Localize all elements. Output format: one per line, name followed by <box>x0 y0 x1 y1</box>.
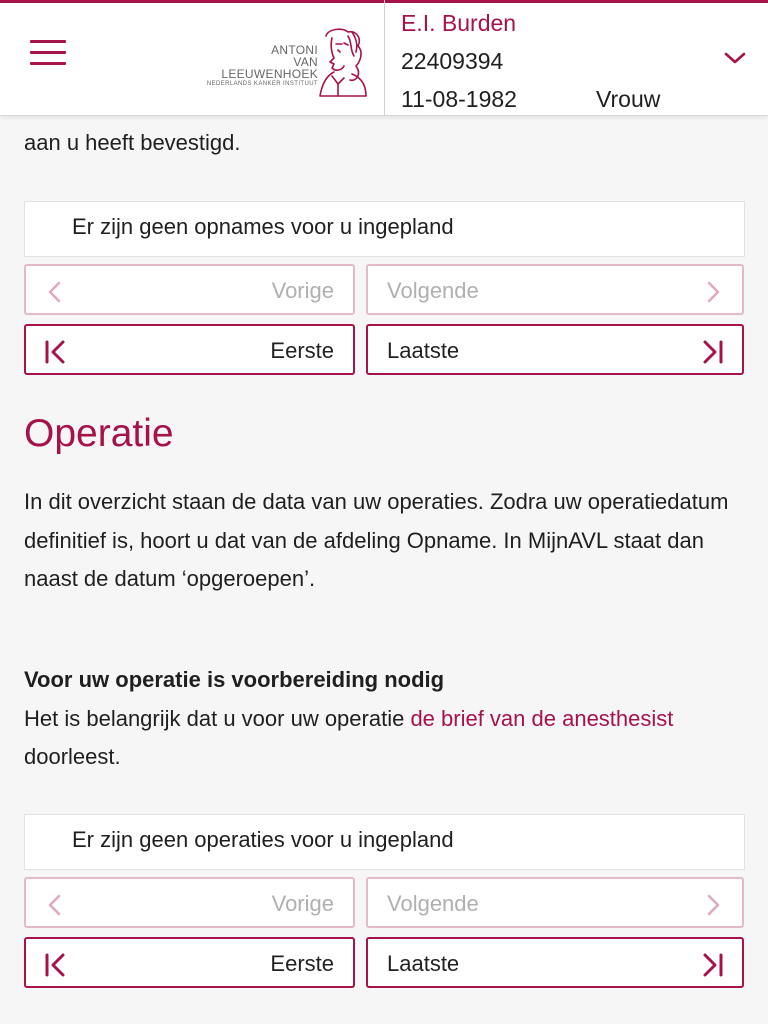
chevron-right-icon <box>700 892 726 918</box>
patient-name: E.I. Burden <box>401 10 517 36</box>
last-page-icon <box>700 952 726 978</box>
admissions-prev-button[interactable] <box>24 264 355 315</box>
chevron-right-icon <box>700 279 726 305</box>
first-page-icon <box>42 952 68 978</box>
portrait-logo-icon <box>312 26 370 100</box>
logo-line-3: LEEUWENHOEK <box>221 67 318 81</box>
first-label: Eerste <box>270 951 334 976</box>
last-page-icon <box>700 339 726 365</box>
avl-logo[interactable] <box>200 22 380 102</box>
first-label: Eerste <box>270 338 334 363</box>
operation-intro: In dit overzicht staan de data van uw operaties. Zodra uw operatiedatum definitief is, hoort u dat van de afdeling Opname. In MijnAVL staat dan naast de datum ‘opgeroepen’. <box>24 489 729 591</box>
operation-prep-heading: Voor uw operatie is voorbereiding nodig <box>24 667 445 692</box>
patient-gender: Vrouw <box>596 86 661 112</box>
header-divider <box>384 0 385 116</box>
first-page-icon <box>42 339 68 365</box>
operation-next-button[interactable] <box>366 877 744 928</box>
admissions-empty-message-box <box>24 201 745 257</box>
admissions-next-button[interactable] <box>366 264 744 315</box>
operation-last-button[interactable] <box>366 937 744 988</box>
admissions-last-button[interactable] <box>366 324 744 375</box>
admissions-text-fragment: aan u heeft bevestigd. <box>24 130 241 155</box>
chevron-left-icon <box>42 892 68 918</box>
operation-prev-button[interactable] <box>24 877 355 928</box>
operation-prep-text-before: Het is belangrijk dat u voor uw operatie <box>24 705 411 731</box>
admissions-empty-message: Er zijn geen opnames voor u ingepland <box>72 214 454 239</box>
last-label: Laatste <box>387 951 460 976</box>
operation-prep <box>24 661 744 777</box>
logo-line-2: VAN <box>293 55 318 69</box>
anesthesist-letter-link[interactable]: de brief van de anesthesist <box>410 705 674 731</box>
patient-id: 22409394 <box>401 48 504 74</box>
operation-prep-text-after: doorleest. <box>24 744 121 769</box>
patient-birthdate: 11-08-1982 <box>401 86 517 112</box>
last-label: Laatste <box>387 338 460 363</box>
chevron-down-icon[interactable] <box>722 48 748 68</box>
hamburger-menu-icon[interactable] <box>30 40 72 74</box>
prev-label: Vorige <box>271 278 334 303</box>
admissions-first-button[interactable] <box>24 324 355 375</box>
logo-line-1: ANTONI <box>271 43 318 57</box>
chevron-left-icon <box>42 279 68 305</box>
prev-label: Vorige <box>271 891 334 916</box>
next-label: Volgende <box>387 891 479 916</box>
operation-section-title: Operatie <box>24 412 174 455</box>
operation-first-button[interactable] <box>24 937 355 988</box>
logo-line-4: NEDERLANDS KANKER INSTITUUT <box>206 81 318 87</box>
operation-empty-message-box <box>24 814 745 870</box>
app-header <box>0 0 768 116</box>
logo-text <box>207 44 318 88</box>
next-label: Volgende <box>387 278 479 303</box>
operation-empty-message: Er zijn geen operaties voor u ingepland <box>72 827 454 852</box>
patient-info <box>401 4 701 118</box>
